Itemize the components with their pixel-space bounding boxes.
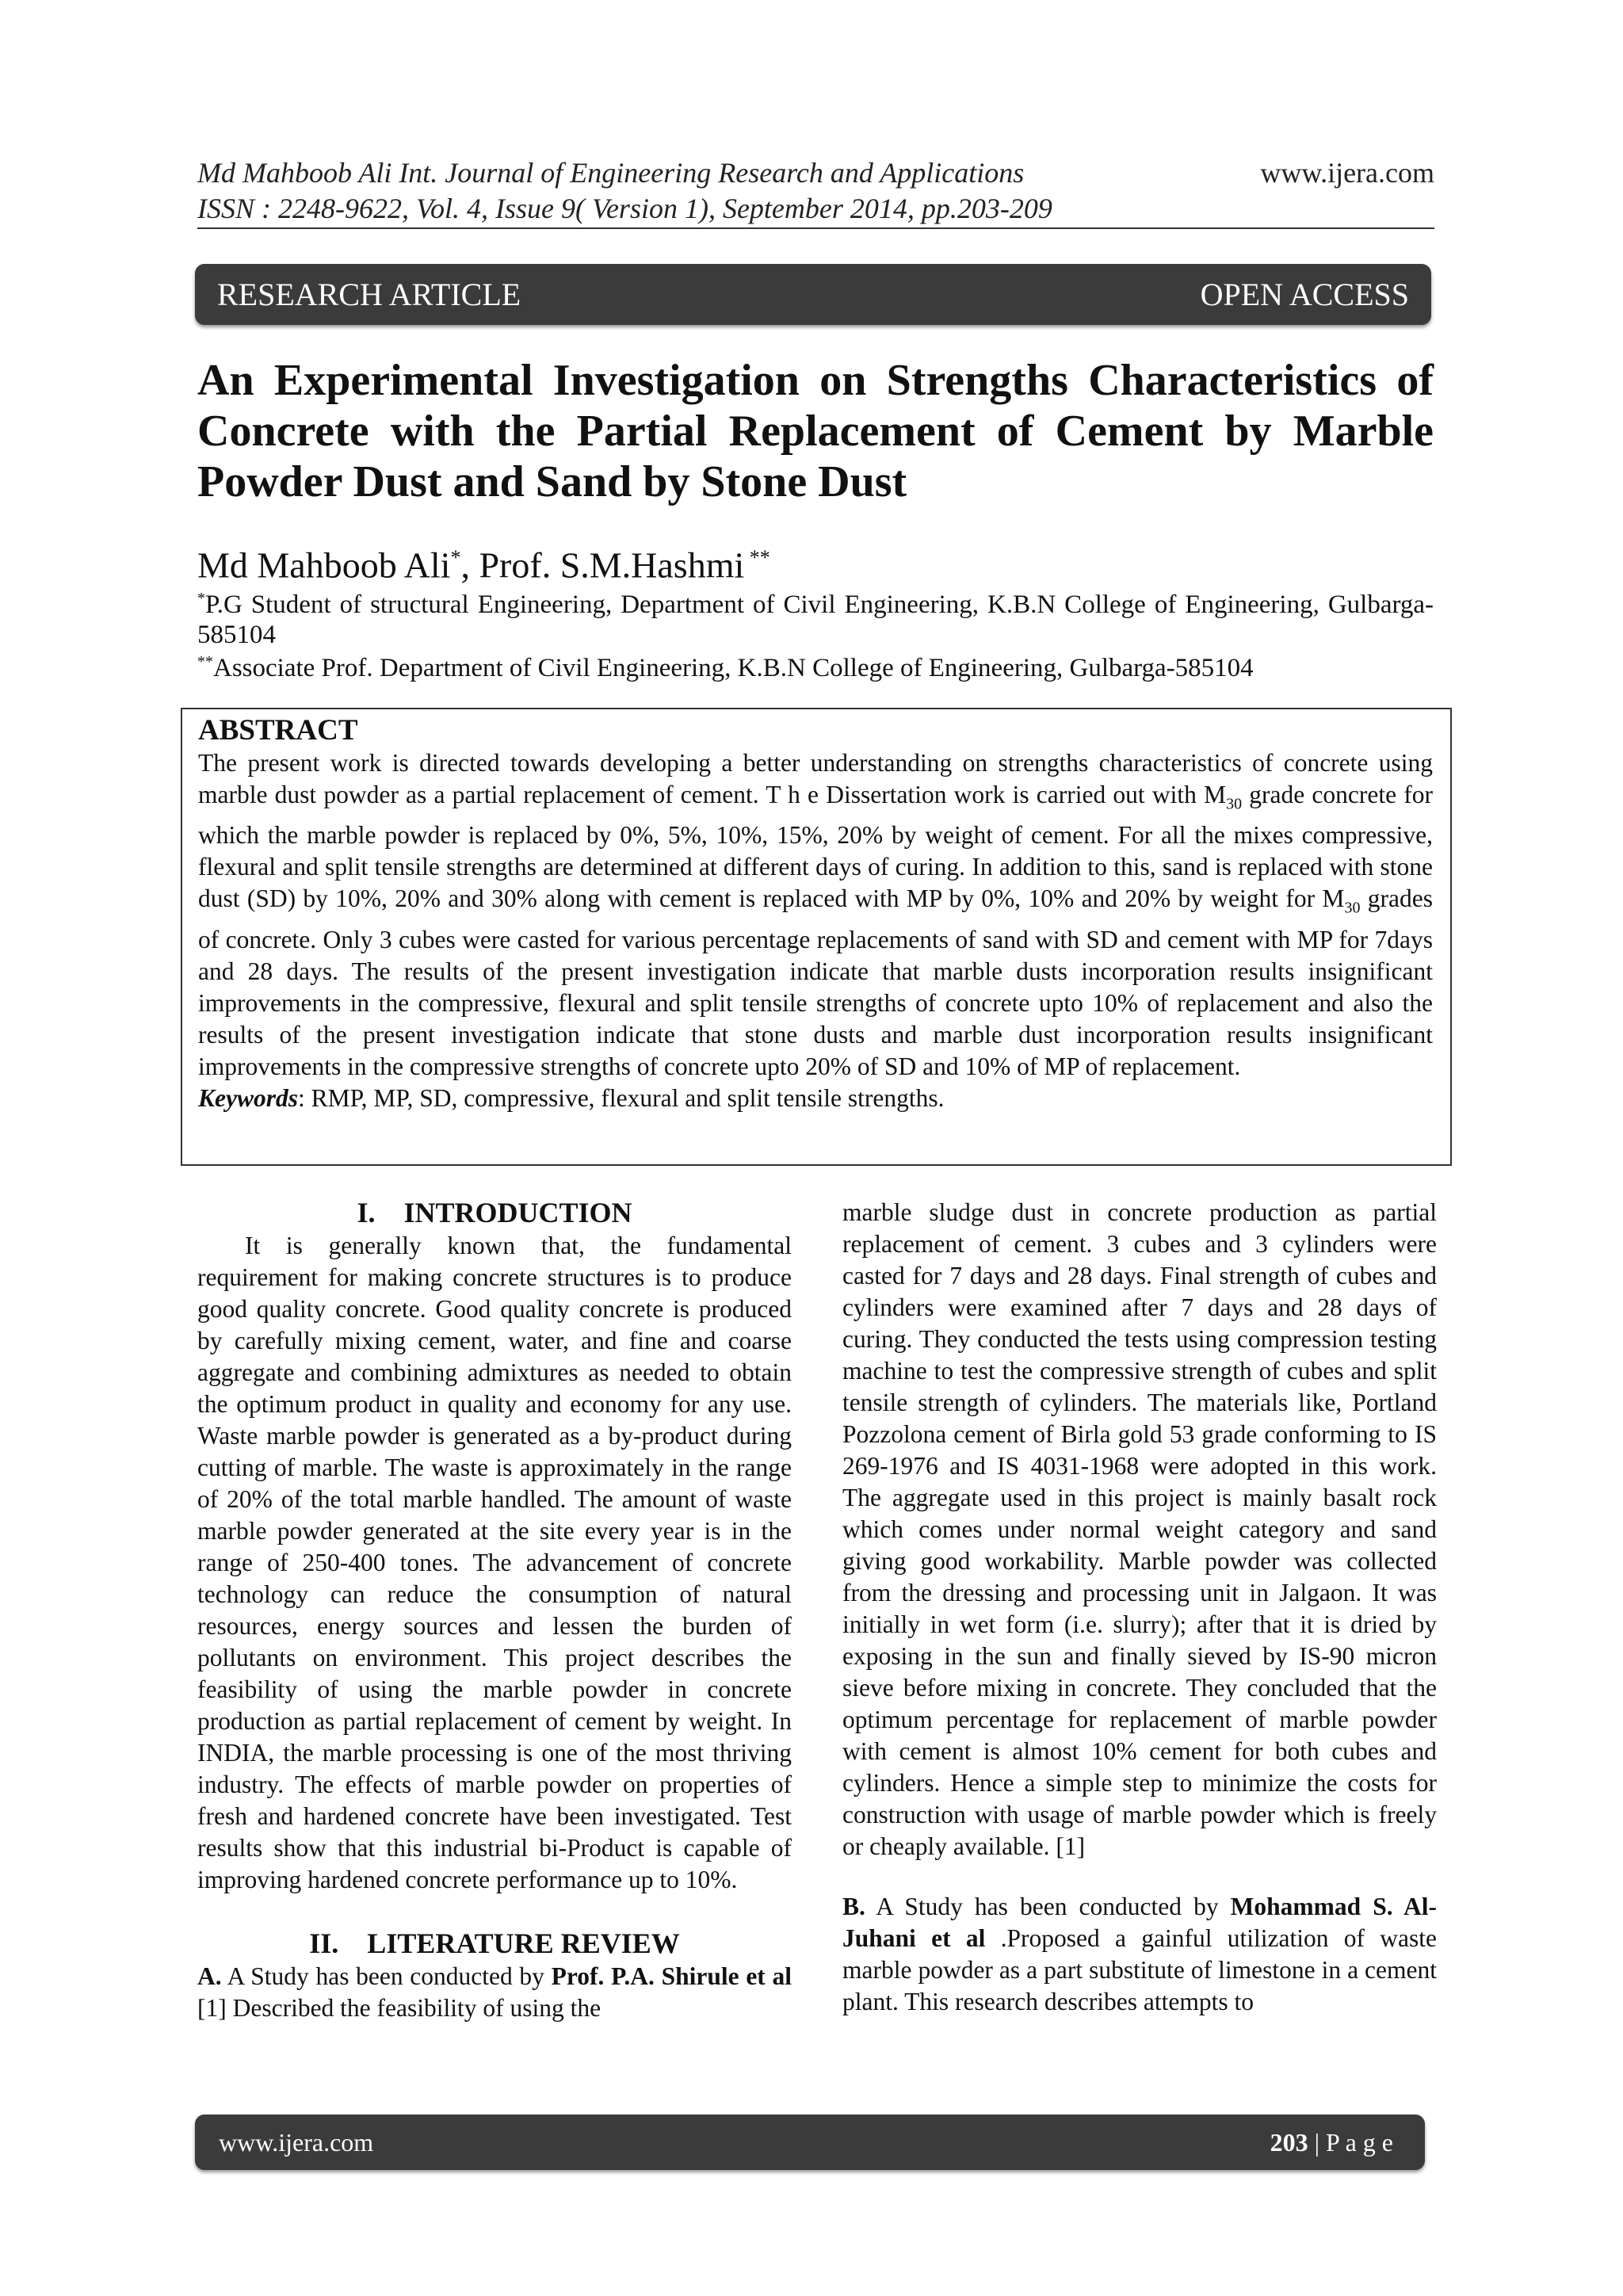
keywords-text: : RMP, MP, SD, compressive, flexural and split tensile strengths. xyxy=(298,1083,945,1112)
abstract-body xyxy=(198,747,1433,1083)
keywords-label: Keywords xyxy=(198,1083,298,1112)
section-gap xyxy=(197,1896,792,1926)
journal-website[interactable]: www.ijera.com xyxy=(1260,157,1434,189)
paper-title: An Experimental Investigation on Strengths Characteristics of Concrete with the Partial Replacement of Cement by Marble Powder Dust and Sand by Stone Dust xyxy=(197,356,1434,506)
item-b-author: Mohammad S. Al-Juhani et al xyxy=(842,1893,1437,1952)
right-column xyxy=(842,1197,1437,2018)
author-2-mark: ** xyxy=(744,546,770,569)
item-a-label: A. xyxy=(197,1962,222,1990)
author-1: Md Mahboob Ali xyxy=(197,544,451,586)
affiliation-1-mark: * xyxy=(197,590,205,607)
affiliation-2 xyxy=(197,647,1434,683)
item-a-author: Prof. P.A. Shirule et al xyxy=(551,1962,792,1990)
literature-item-b xyxy=(842,1891,1437,2018)
journal-line-2: ISSN : 2248-9622, Vol. 4, Issue 9( Version 1), September 2014, pp.203-209 xyxy=(197,193,1052,224)
page-label: | P a g e xyxy=(1308,2127,1393,2157)
item-a-pre: A Study has been conducted by xyxy=(221,1962,552,1990)
item-b-text: .Proposed a gainful utilization of waste marble powder as a part substitute of limestone in a cement plant. This research describes attempts to xyxy=(842,1924,1438,2015)
author-separator: , xyxy=(460,544,479,586)
affiliation-1-text: P.G Student of structural Engineering, Department of Civil Engineering, K.B.N College of Engineering, Gulbarga-585104 xyxy=(197,590,1434,649)
introduction-heading: I. INTRODUCTION xyxy=(357,1197,632,1228)
affiliation-2-mark: ** xyxy=(197,653,213,670)
author-1-mark: * xyxy=(450,546,461,569)
item-a-text: [1] Described the feasibility of using the xyxy=(197,1994,601,2022)
author-2: Prof. S.M.Hashmi xyxy=(479,544,745,586)
left-column xyxy=(197,1195,792,2024)
abstract-text-2: grade concrete for which the marble powder is replaced by 0%, 5%, 10%, 15%, 20% by weight of cement. For all the mixes compressive, flexural and split tensile strengths are determined at different days of curing. In addition to this, sand is replaced with stone dust (SD) by 10%, 20% and 30% along with cement is replaced with MP by 0%, 10% and 20% by weight for M xyxy=(198,781,1433,913)
m30-subscript-2: 30 xyxy=(1344,899,1361,917)
abstract-text-1: The present work is directed towards developing a better understanding on strengths characteristics of concrete using marble dust powder as a partial replacement of cement. T h e Dissertation work is carried out with M xyxy=(198,749,1433,808)
abstract-heading: ABSTRACT xyxy=(198,714,358,747)
page-footer xyxy=(195,2115,1425,2170)
literature-item-a-continued: marble sludge dust in concrete production as partial replacement of cement. 3 cubes and 3 cylinders were casted for 7 days and 28 days. Final strength of cubes and cylinders were examined after 7 days and 28 days of curing. They conducted the tests using compression testing machine to test the compressive strength of cubes and split tensile strength of cylinders. The materials like, Portland Pozzolona cement of Birla gold 53 grade conforming to IS 269-1976 and IS 4031-1968 were adopted in this work. The aggregate used in this project is mainly basalt rock which comes under normal weight category and sand giving good workability. Marble powder was collected from the dressing and processing unit in Jalgaon. It was initially in wet form (i.e. slurry); after that it is dried by exposing in the sun and finally sieved by IS-90 micron sieve before mixing in concrete. They concluded that the optimum percentage for replacement of marble powder with cement is almost 10% cement for both cubes and cylinders. Hence a simple step to minimize the costs for construction with usage of marble powder which is freely or cheaply available. [1] xyxy=(842,1198,1437,1860)
affiliation-1 xyxy=(197,583,1434,650)
keywords-line xyxy=(198,1083,1433,1114)
journal-citation xyxy=(197,155,1052,227)
open-access-label: OPEN ACCESS xyxy=(1200,277,1409,312)
literature-review-heading: II. LITERATURE REVIEW xyxy=(309,1927,680,1959)
item-b-label: B. xyxy=(842,1893,865,1920)
abstract-box xyxy=(181,708,1452,1166)
literature-item-a xyxy=(197,1961,792,2024)
header-rule xyxy=(197,227,1434,229)
journal-line-1: Md Mahboob Ali Int. Journal of Engineering Research and Applications xyxy=(197,157,1025,189)
item-b-pre: A Study has been conducted by xyxy=(865,1893,1231,1920)
author-line xyxy=(197,536,770,587)
page-number xyxy=(1270,2128,1393,2157)
article-type-banner xyxy=(195,264,1431,325)
introduction-paragraph: It is generally known that, the fundamental requirement for making concrete structures is to produce good quality concrete. Good quality concrete is produced by carefully mixing cement, water, and fine and coarse aggregate and combining admixtures as needed to obtain the optimum product in quality and economy for any use. Waste marble powder is generated as a by-product during cutting of marble. The waste is approximately in the range of 20% of the total marble handled. The amount of waste marble powder generated at the site every year is in the range of 250-400 tones. The advancement of concrete technology can reduce the consumption of natural resources, energy sources and lessen the burden of pollutants on environment. This project describes the feasibility of using the marble powder in concrete production as partial replacement of cement by weight. In INDIA, the marble processing is one of the most thriving industry. The effects of marble powder on properties of fresh and hardened concrete have been investigated. Test results show that this industrial bi-Product is capable of improving hardened concrete performance up to 10%. xyxy=(197,1232,792,1893)
research-article-label: RESEARCH ARTICLE xyxy=(217,277,521,312)
item-gap xyxy=(842,1862,1437,1891)
footer-website[interactable]: www.ijera.com xyxy=(219,2127,374,2157)
page-number-value: 203 xyxy=(1270,2127,1308,2157)
m30-subscript-1: 30 xyxy=(1226,795,1243,813)
abstract-text-3: grades of concrete. Only 3 cubes were casted for various percentage replacements of sand with SD and cement with MP for 7days and 28 days. The results of the present investigation indicate that marble dusts incorporation results insignificant improvements in the compressive, flexural and split tensile strengths of concrete upto 10% of replacement and also the results of the present investigation indicate that stone dusts and marble dust incorporation results insignificant improvements in the compressive strengths of concrete upto 20% of SD and 10% of MP of replacement. xyxy=(198,884,1433,1080)
affiliation-2-text: Associate Prof. Department of Civil Engineering, K.B.N College of Engineering, Gulbarga-585104 xyxy=(213,654,1254,682)
